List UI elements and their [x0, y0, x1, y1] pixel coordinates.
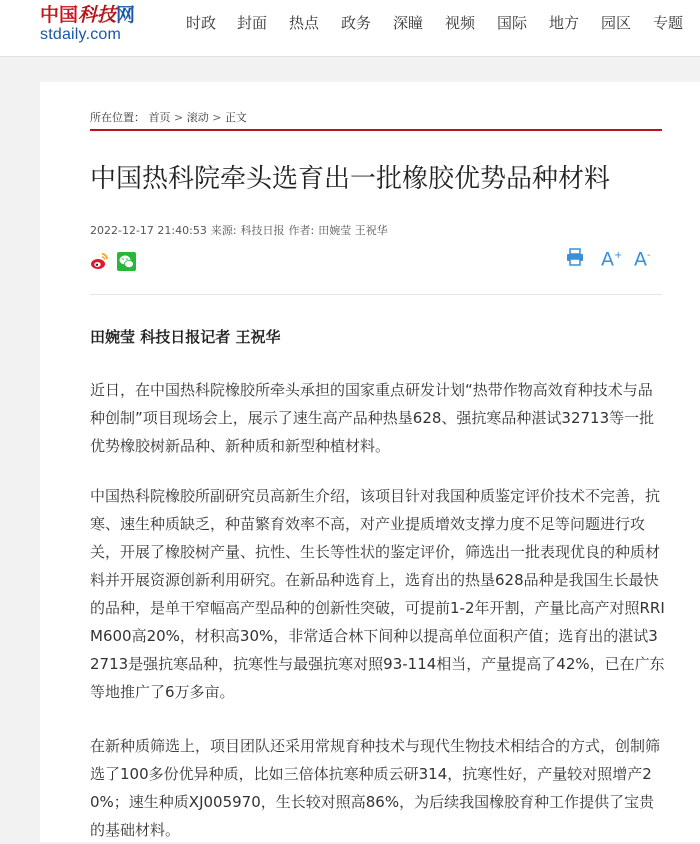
site-logo-en: stdaily.com — [40, 26, 122, 43]
breadcrumb-section[interactable]: 滚动 — [186, 111, 209, 124]
title-divider — [90, 129, 662, 131]
article-card — [40, 82, 700, 842]
wechat-share-icon[interactable] — [117, 252, 136, 271]
article-meta — [90, 222, 392, 238]
weibo-share-icon[interactable] — [90, 252, 109, 271]
font-decrease-icon[interactable] — [634, 246, 651, 269]
meta-divider — [90, 294, 662, 295]
print-icon[interactable] — [566, 248, 584, 270]
nav-item-shentong[interactable]: 深瞳 — [393, 14, 424, 32]
top-bar — [0, 0, 700, 57]
breadcrumb-current: 正文 — [224, 111, 247, 124]
breadcrumb-separator: > — [174, 111, 184, 124]
article-byline: 田婉莹 科技日报记者 王祝华 — [90, 328, 281, 346]
logo-cn-part-2: 科技 — [78, 4, 117, 26]
nav-item-difang[interactable]: 地方 — [549, 14, 580, 32]
article-datetime: 2022-12-17 21:40:53 — [90, 224, 207, 237]
breadcrumb-home[interactable]: 首页 — [148, 111, 171, 124]
font-increase-glyph: A — [601, 248, 614, 271]
font-decrease-sup: - — [647, 250, 651, 261]
site-logo-cn — [40, 4, 135, 26]
nav-item-shipin[interactable]: 视频 — [445, 14, 476, 32]
source-label: 来源: — [210, 224, 237, 237]
article-title: 中国热科院牵头选育出一批橡胶优势品种材料 — [90, 164, 611, 194]
logo-cn-part-3: 网 — [116, 4, 136, 26]
nav-item-yuanqu[interactable]: 园区 — [601, 14, 632, 32]
article-source: 科技日报 — [240, 224, 285, 237]
article-authors: 田婉莹 王祝华 — [318, 224, 388, 237]
article-paragraph: 在新种质筛选上，项目团队还采用常规育种技术与现代生物技术相结合的方式，创制筛选了100多份优异种质，比如三倍体抗寒种质云研314，抗寒性好，产量较对照增产20%；速生种质XJ005970，生长较对照高86%，为后续我国橡胶育种工作提供了宝贵的基础材料。 — [90, 737, 661, 839]
nav-item-zhengwu[interactable]: 政务 — [341, 14, 372, 32]
nav-item-redian[interactable]: 热点 — [289, 14, 320, 32]
nav-item-guoji[interactable]: 国际 — [497, 14, 528, 32]
font-increase-icon[interactable] — [601, 246, 622, 269]
font-decrease-glyph: A — [634, 248, 647, 271]
article-paragraph: 中国热科院橡胶所副研究员高新生介绍，该项目针对我国种质鉴定评价技术不完善，抗寒、速生种质缺乏，种苗繁育效率不高，对产业提质增效支撑力度不足等问题进行攻关，开展了橡胶树产量、抗性、生长等性状的鉴定评价，筛选出一批表现优良的种质材料并开展资源创新利用研究。在新品种选育上，选育出的热垦628品种是我国生长最快的品种，是单干窄幅高产型品种的创新性突破，可提前1-2年开割，产量比高产对照RRIM600高20%，材积高30%，非常适合林下间种以提高单位面积产值；选育出的湛试32713是强抗寒品种，抗寒性与最强抗寒对照93-114相当，产量提高了42%，已在广东等地推广了6万多亩。 — [90, 487, 665, 701]
site-logo[interactable] — [40, 4, 150, 50]
author-label: 作者: — [288, 224, 315, 237]
article-paragraph: 近日，在中国热科院橡胶所牵头承担的国家重点研发计划“热带作物高效育种技术与品种创制”项目现场会上，展示了速生高产品种热垦628、强抗寒品种湛试32713等一批优势橡胶树新品种、新种质和新型种植材料。 — [90, 381, 655, 455]
nav-item-shizheng[interactable]: 时政 — [186, 14, 217, 32]
font-increase-sup: + — [614, 250, 623, 261]
nav-item-fengmian[interactable]: 封面 — [237, 14, 268, 32]
breadcrumb — [90, 109, 247, 125]
breadcrumb-label: 所在位置： — [90, 111, 145, 124]
nav-item-zhuanti[interactable]: 专题 — [653, 14, 684, 32]
breadcrumb-separator: > — [212, 111, 222, 124]
logo-cn-part-1: 中国 — [40, 4, 79, 26]
